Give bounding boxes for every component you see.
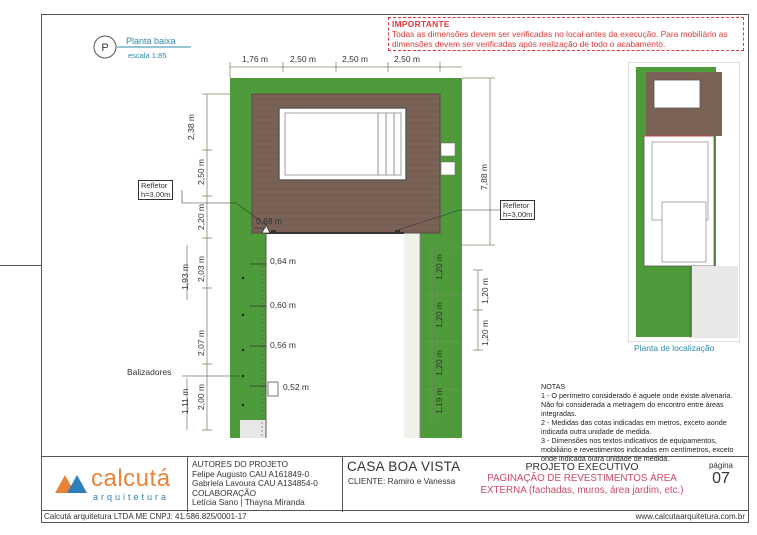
important-title: IMPORTANTE	[392, 19, 450, 29]
reflector-left-line2: h=3,00m	[141, 190, 171, 199]
dim-left-outer-2: 1,11 m	[180, 388, 190, 414]
dim-left-6: 2,00 m	[196, 384, 206, 410]
dim-inner-3: 0,60 m	[270, 300, 296, 310]
logo-cell	[41, 457, 188, 512]
dim-inner-4: 0,56 m	[270, 340, 296, 350]
author-2: Gabriela Lavoura CAU A134854-0	[192, 478, 318, 489]
dim-right-inner-4: 1,19 m	[434, 388, 444, 414]
note-2: 2 - Medidas das cotas indicadas em metros, exceto aonde indicada outra unidade de medida.	[541, 418, 727, 436]
sheet-cell	[471, 457, 693, 512]
plan-scale: escala 1:85	[128, 51, 167, 60]
logo-mark-icon	[55, 469, 89, 495]
dim-top-2: 2,50 m	[290, 54, 316, 64]
dim-right-total: 7,88 m	[479, 164, 489, 190]
dim-right-inner-2: 1,20 m	[434, 302, 444, 328]
dim-right-outer-1: 1,20 m	[480, 278, 490, 304]
author-1: Felipe Augusto CAU A161849-0	[192, 468, 310, 479]
location-plan	[628, 62, 740, 342]
collab-names: Letícia Sano | Thayna Miranda	[192, 497, 305, 508]
authors-heading: AUTORES DO PROJETO	[192, 459, 289, 469]
client-name: CLIENTE: Ramiro e Vanessa	[348, 476, 456, 486]
footer-company: Calcutá arquitetura LTDA ME CNPJ: 41.586.825/0001-17	[44, 512, 247, 521]
dim-top-4: 2,50 m	[394, 54, 420, 64]
page-label: página	[708, 461, 734, 470]
dim-inner-1: 0,68 m	[256, 216, 282, 226]
title-block	[41, 456, 749, 511]
plan-badge-letter: P	[101, 42, 109, 54]
dim-left-outer-1: 1,93 m	[180, 264, 190, 290]
dim-left-3: 2,20 m	[196, 204, 206, 230]
reflector-right-line1: Refletor	[503, 201, 530, 210]
logo-sub: arquitetura	[93, 492, 170, 502]
dim-left-5: 2,07 m	[196, 330, 206, 356]
note-1: 1 - O perímetro considerado é aquele onde existe alvenaria. Não foi considerada a metragem do encontro entre áreas integradas.	[541, 391, 733, 418]
reflector-left-line1: Refletor	[141, 181, 168, 190]
dim-inner-2: 0,64 m	[270, 256, 296, 266]
footer	[41, 510, 749, 523]
dim-left-4: 2,03 m	[196, 256, 206, 282]
note-3: 3 - Dimensões nos textos indicativos de equipamentos, mobiliário e revestimentos indicadas em centímetros, exceto onde indicada outra unidade de medida.	[541, 436, 734, 463]
dim-top-1: 1,76 m	[242, 54, 268, 64]
reflector-right-label	[500, 200, 535, 220]
project-stage: PROJETO EXECUTIVO	[525, 461, 639, 473]
page-cell	[693, 457, 749, 512]
project-name: CASA BOA VISTA	[347, 459, 461, 474]
dim-inner-5: 0,52 m	[283, 382, 309, 392]
reflector-left-label	[138, 180, 173, 200]
dim-left-1: 2,38 m	[186, 114, 196, 140]
dim-left-2: 2,50 m	[196, 159, 206, 185]
authors-cell	[188, 457, 343, 512]
important-text: Todas as dimensões devem ser verificadas no local antes da execução. Para mobiliário as dimensões devem ser verificadas após realização de todo o acabamento.	[392, 29, 728, 49]
location-plan-label: Planta de localização	[634, 343, 715, 353]
sheet-title: PAGINAÇÃO DE REVESTIMENTOS ÁREA EXTERNA (fachadas, muros, área jardim, etc.)	[480, 473, 684, 496]
dim-right-inner-3: 1,20 m	[434, 350, 444, 376]
logo-main: calcutá	[91, 465, 171, 492]
side-corridor	[404, 233, 420, 438]
footer-site: www.calcutaarquitetura.com.br	[635, 512, 745, 521]
page-number: 07	[712, 470, 730, 487]
plan-title: Planta baixa	[126, 36, 176, 46]
collab-heading: COLABORAÇÃO	[192, 487, 257, 498]
notes	[541, 382, 745, 463]
notes-title: NOTAS	[541, 382, 566, 391]
dim-right-outer-2: 1,20 m	[480, 320, 490, 346]
pool	[279, 108, 406, 180]
reflector-right-line2: h=3,00m	[503, 210, 533, 219]
dim-right-inner-1: 1,20 m	[434, 254, 444, 280]
balizadores-label: Balizadores	[127, 367, 172, 377]
reflector-right-mark	[395, 230, 400, 234]
dim-top-3: 2,50 m	[342, 54, 368, 64]
